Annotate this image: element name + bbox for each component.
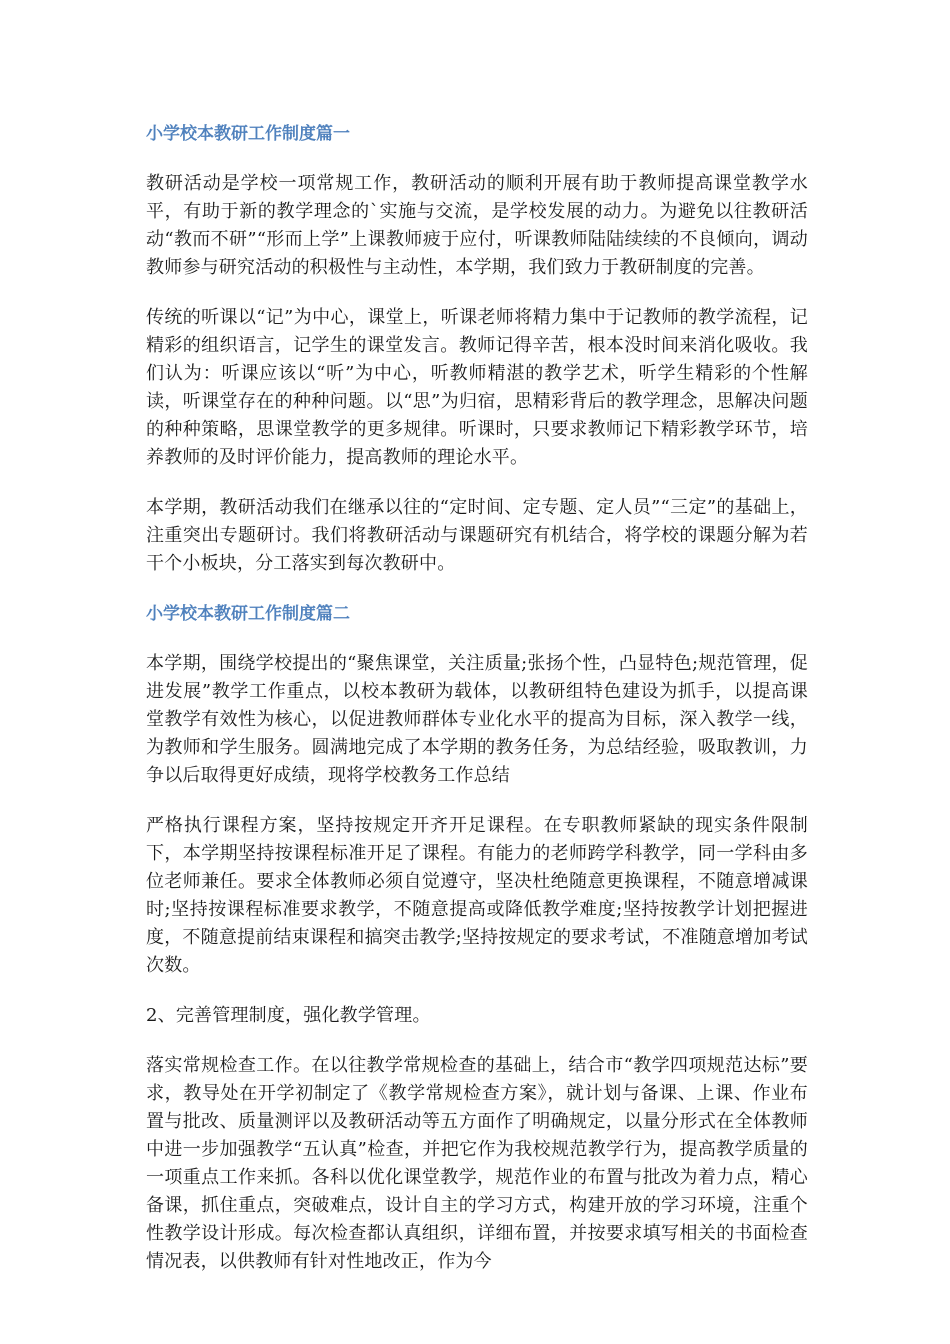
section-1-heading: 小学校本教研工作制度篇一 [146, 124, 350, 144]
section-2-paragraph-4: 落实常规检查工作。在以往教学常规检查的基础上，结合市“教学四项规范达标”要求，教导处在开学初制定了《教学常规检查方案》，就计划与备课、上课、作业布置与批改、质量测评以及教研活动等五方面作了明确规定，以量分形式在全体教师中进一步加强教学“五认真”检查，并把它作为我校规范教学行为，提高教学质量的一项重点工作来抓。各科以优化课堂教学，规范作业的布置与批改为着力点，精心备课，抓住重点，突破难点，设计自主的学习方式，构建开放的学习环境，注重个性教学设计形成。每次检查都认真组织，详细布置，并按要求填写相关的书面检查情况表，以供教师有针对性地改正，作为今 [146, 1055, 808, 1272]
document-page [146, 120, 808, 1276]
section-1-paragraph-2: 传统的听课以“记”为中心，课堂上，听课老师将精力集中于记教师的教学流程，记精彩的组织语言，记学生的课堂发言。教师记得辛苦，根本没时间来消化吸收。我们认为：听课应该以“听”为中心，听教师精湛的教学艺术，听学生精彩的个性解读，听课堂存在的种种问题。以“思”为归宿，思精彩背后的教学理念，思解决问题的种种策略，思课堂教学的更多规律。听课时，只要求教师记下精彩教学环节，培养教师的及时评价能力，提高教师的理论水平。 [146, 307, 808, 468]
section-1-paragraph-1: 教研活动是学校一项常规工作，教研活动的顺利开展有助于教师提高课堂教学水平，有助于新的教学理念的`实施与交流，是学校发展的动力。为避免以往教研活动“教而不研”“形而上学”上课教师疲于应付，听课教师陆陆续续的不良倾向，调动教师参与研究活动的积极性与主动性，本学期，我们致力于教研制度的完善。 [146, 173, 808, 278]
section-2-paragraph-1: 本学期，围绕学校提出的“聚焦课堂，关注质量;张扬个性，凸显特色;规范管理，促进发展”教学工作重点，以校本教研为载体，以教研组特色建设为抓手，以提高课堂教学有效性为核心，以促进教师群体专业化水平的提高为目标，深入教学一线，为教师和学生服务。圆满地完成了本学期的教务任务，为总结经验，吸取教训，力争以后取得更好成绩，现将学校教务工作总结 [146, 653, 808, 786]
section-2-paragraph-2: 严格执行课程方案，坚持按规定开齐开足课程。在专职教师紧缺的现实条件限制下，本学期坚持按课程标准开足了课程。有能力的老师跨学科教学，同一学科由多位老师兼任。要求全体教师必须自觉遵守，坚决杜绝随意更换课程，不随意增减课时;坚持按课程标准要求教学，不随意提高或降低教学难度;坚持按教学计划把握进度，不随意提前结束课程和搞突击教学;坚持按规定的要求考试，不准随意增加考试次数。 [146, 815, 808, 976]
section-1-paragraph-3: 本学期，教研活动我们在继承以往的“定时间、定专题、定人员”“三定”的基础上，注重突出专题研讨。我们将教研活动与课题研究有机结合，将学校的课题分解为若干个小板块，分工落实到每次教研中。 [146, 497, 808, 574]
section-2-heading: 小学校本教研工作制度篇二 [146, 604, 350, 624]
section-2-paragraph-3: 2、完善管理制度，强化教学管理。 [146, 1005, 431, 1026]
